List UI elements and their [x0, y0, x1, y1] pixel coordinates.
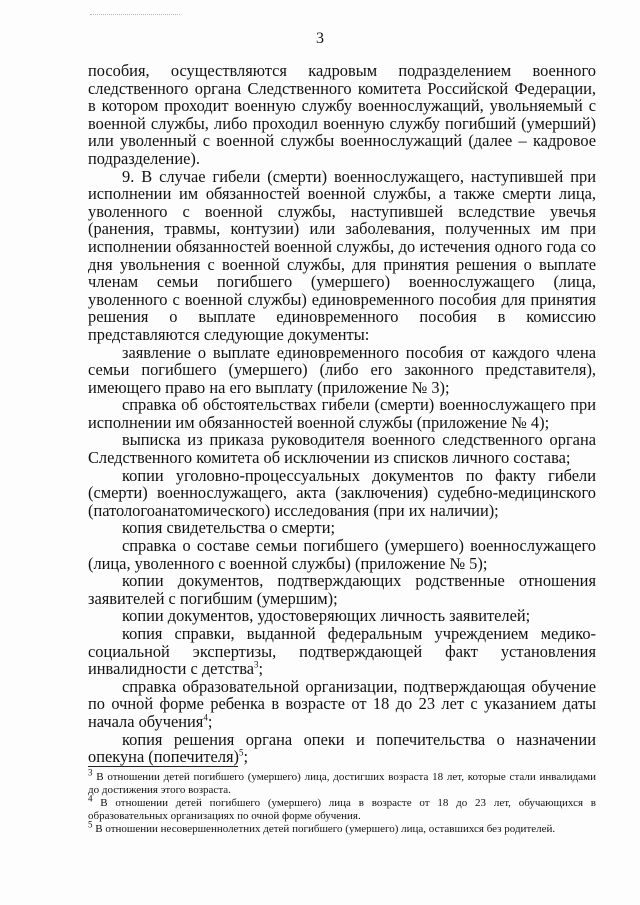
- paragraph: выписка из приказа руководителя военного следственного органа Следственного комитета об исключении из списков личного состава;: [88, 430, 596, 468]
- body-text: [88, 62, 596, 766]
- paragraph: заявление о выплате единовременного пособия от каждого члена семьи погибшего (умершего) (либо его законного представителя), имеющего право на его выплату (приложение № 3);: [88, 342, 596, 397]
- paragraph: копия свидетельства о смерти;: [122, 518, 336, 538]
- footnotes: [88, 767, 597, 836]
- paragraph: копия решения органа опеки и попечительства о назначении опекуна (попечителя)$^5$;: [88, 729, 596, 767]
- footnote-divider: [88, 766, 238, 767]
- paragraph: копии документов, подтверждающих родственные отношения заявителей с погибшим (умершим);: [88, 571, 596, 608]
- footnote-mark: 5: [88, 819, 93, 830]
- footnote: $^4$ В отношении детей погибшего (умершего) лица в возрасте от 18 до 23 лет, обучающихся в образовательных организациях по очной форме обучения.: [88, 793, 596, 822]
- paragraph: 9. В случае гибели (смерти) военнослужащего, наступившей при исполнении им обязанностей военной службы, а также смерти лица, уволенного с военной службы, наступившей вследствие увечья (ранения, травмы, контузии) или заболевания, полученных им при исполнении обязанностей военной службы, до истечения одного года со дня увольнения с военной службы, для принятия решения о выплате членам семьи погибшего (умершего) военнослужащего (лица, уволенного с военной службы) единовременного пособия для принятия решения о выплате единовременного пособия в комиссию представляются следующие документы:: [88, 166, 596, 344]
- paragraph: пособия, осуществляются кадровым подразделением военного следственного органа Следственного комитета Российской Федерации, в котором проходит военную службу военнослужащий, увольняемый с военной службы, либо проходил военную службу погибший (умерший) или уволенный с военной службы военнослужащий (далее – кадровое подразделение).: [88, 61, 596, 168]
- footnote: $^3$ В отношении детей погибшего (умершего) лица, достигших возраста 18 лет, которые стали инвалидами до достижения этого возраста.: [88, 767, 597, 796]
- paragraph: справка о составе семьи погибшего (умершего) военнослужащего (лица, уволенного с военной службы) (приложение № 5);: [88, 536, 596, 573]
- paragraph: копии документов, удостоверяющих личность заявителей;: [122, 606, 531, 626]
- footnote-ref[interactable]: 3: [254, 659, 259, 670]
- page-number: 3: [316, 30, 324, 47]
- scan-artifact: [90, 14, 180, 17]
- paragraph: справка образовательной организации, подтверждающая обучение по очной форме ребенка в возрасте от 18 до 23 лет с указанием даты начала обучения$^4$;: [88, 676, 596, 731]
- footnote-mark: 4: [88, 793, 93, 804]
- paragraph: копии уголовно-процессуальных документов по факту гибели (смерти) военнослужащего, акта (заключения) судебно-медицинского (патологоанатомического) исследования (при их наличии);: [88, 465, 596, 520]
- footnote-ref[interactable]: 5: [239, 747, 244, 758]
- footnote: $^5$ В отношении несовершеннолетних детей погибшего (умершего) лица, оставшихся без родителей.: [88, 819, 556, 835]
- paragraph: справка об обстоятельствах гибели (смерти) военнослужащего при исполнении им обязанностей военной службы (приложение № 4);: [88, 395, 596, 432]
- footnote-mark: 3: [88, 767, 93, 778]
- footnote-ref[interactable]: 4: [203, 712, 208, 723]
- paragraph: копия справки, выданной федеральным учреждением медико-социальной экспертизы, подтверждающей факт установления инвалидности с детства$^3$;: [88, 624, 596, 679]
